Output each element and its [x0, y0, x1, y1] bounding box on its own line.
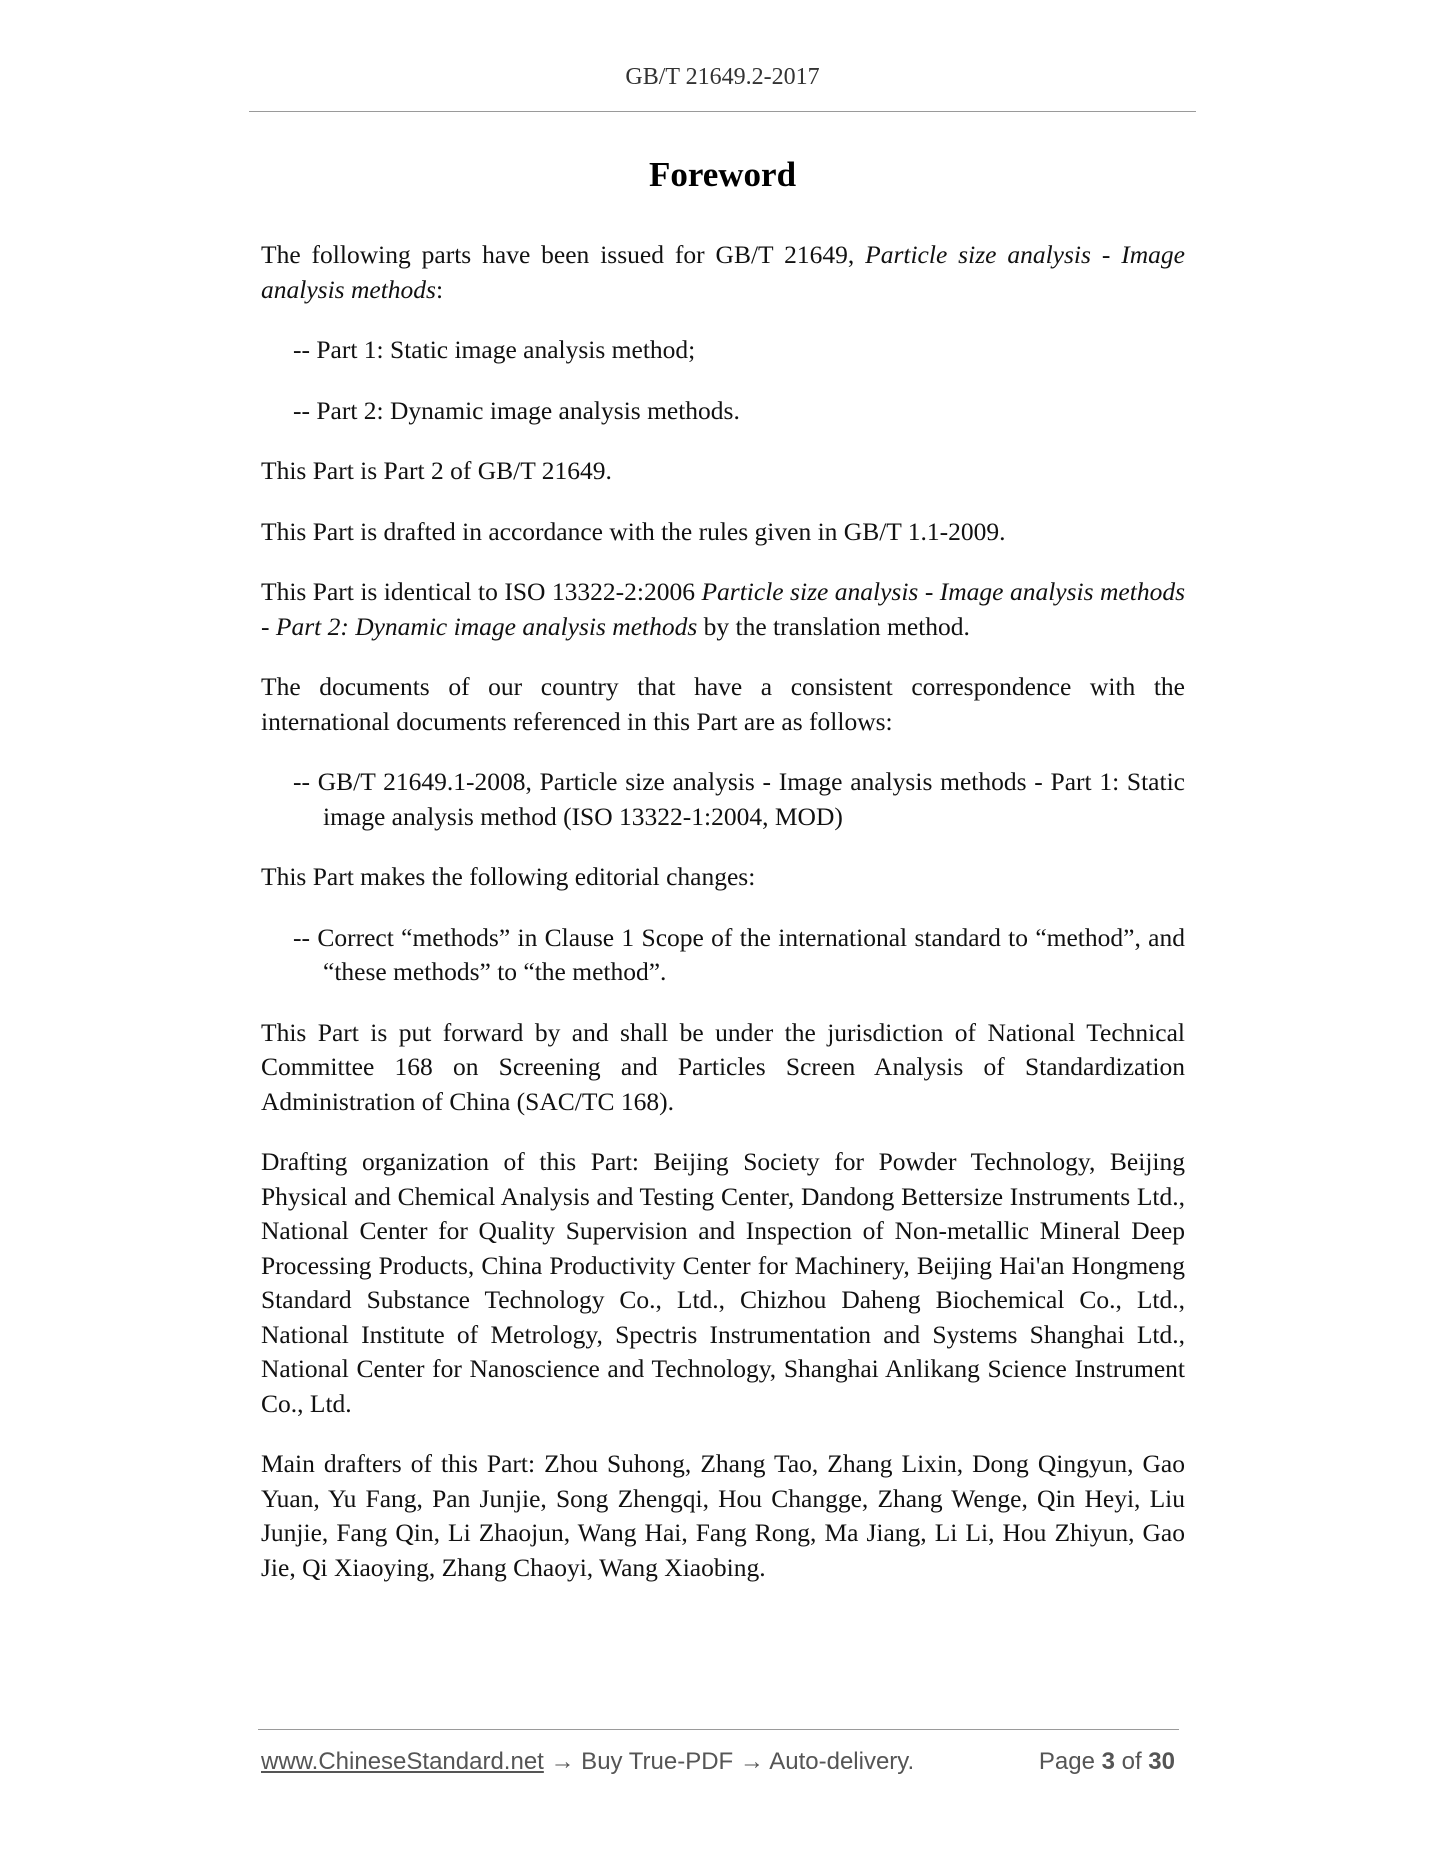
list-item-reference: -- GB/T 21649.1-2008, Particle size analysis - Image analysis methods - Part 1: Static image analysis method (ISO 13322-1:2004, MOD): [293, 767, 1185, 831]
site-link[interactable]: www.ChineseStandard.net: [261, 1748, 544, 1775]
page-indicator: [1039, 1748, 1175, 1776]
list-item-correction: -- Correct “methods” in Clause 1 Scope of the international standard to “method”, and “these methods” to “the method”.: [293, 922, 1185, 986]
paragraph-identical-iso: [261, 575, 1185, 644]
foreword-body: [261, 238, 1185, 1609]
page-label: Page: [1038, 1748, 1102, 1775]
list-item-part-1: -- Part 1: Static image analysis method;: [293, 335, 696, 364]
page-title: Foreword: [648, 155, 797, 194]
paragraph-jurisdiction: This Part is put forward by and shall be under the jurisdiction of National Technical Committee 168 on Screening and Particles Screen Analysis of Standardization Administration of China (SAC/TC 168).: [261, 1017, 1185, 1116]
paragraph-drafting-organization: Drafting organization of this Part: Beijing Society for Powder Technology, Beijing Physical and Chemical Analysis and Testing Center, Dandong Bettersize Instruments Ltd., National Center for Quality Supervision and Inspection of Non-metallic Mineral Deep Processing Products, China Productivity Center for Machinery, Beijing Hai'an Hongmeng Standard Substance Technology Co., Ltd., Chizhou Daheng Biochemical Co., Ltd., National Institute of Metrology, Spectris Instrumentation and Systems Shanghai Ltd., National Center for Nanoscience and Technology, Shanghai Anlikang Science Instrument Co., Ltd.: [261, 1147, 1185, 1418]
footer: [261, 1748, 1181, 1780]
header-divider: [249, 111, 1196, 112]
footer-divider: [258, 1729, 1179, 1730]
page-total: 30: [1148, 1748, 1175, 1775]
paragraph-parts-issued-text: The following parts have been issued for GB/T 21649,: [261, 240, 866, 269]
standard-title-italic: Particle size analysis - Image analysis methods: [261, 240, 1185, 304]
header-standard-code: GB/T 21649.2-2017: [625, 64, 820, 90]
footer-promo: [261, 1748, 914, 1776]
paragraph-editorial-changes: This Part makes the following editorial changes:: [261, 862, 756, 891]
iso-title-italic: Particle size analysis - Image analysis methods - Part 2: Dynamic image analysis methods: [261, 577, 1185, 641]
list-item-part-2: -- Part 2: Dynamic image analysis methods.: [293, 395, 740, 425]
footer-promo-text: → Buy True-PDF → Auto-delivery.: [543, 1748, 915, 1775]
page-current: 3: [1101, 1748, 1115, 1775]
paragraph-drafting-rules: This Part is drafted in accordance with the rules given in GB/T 1.1-2009.: [261, 516, 1006, 546]
paragraph-identical-iso-tail: by the translation method.: [697, 611, 970, 641]
paragraph-correspondence: The documents of our country that have a consistent correspondence with the international documents referenced in this Part are as follows:: [261, 672, 1185, 736]
paragraph-parts-issued: [261, 238, 1185, 307]
page-of-label: of: [1114, 1748, 1149, 1775]
paragraph-part-of: This Part is Part 2 of GB/T 21649.: [261, 456, 612, 485]
paragraph-identical-iso-text: This Part is identical to ISO 13322-2:2006: [261, 577, 702, 606]
paragraph-main-drafters: Main drafters of this Part: Zhou Suhong, Zhang Tao, Zhang Lixin, Dong Qingyun, Gao Yuan, Yu Fang, Pan Junjie, Song Zhengqi, Hou Changge, Zhang Wenge, Qin Heyi, Liu Junjie, Fang Qin, Li Zhaojun, Wang Hai, Fang Rong, Ma Jiang, Li Li, Hou Zhiyun, Gao Jie, Qi Xiaoying, Zhang Chaoyi, Wang Xiaobing.: [261, 1449, 1185, 1582]
paragraph-parts-issued-colon: :: [435, 274, 444, 304]
